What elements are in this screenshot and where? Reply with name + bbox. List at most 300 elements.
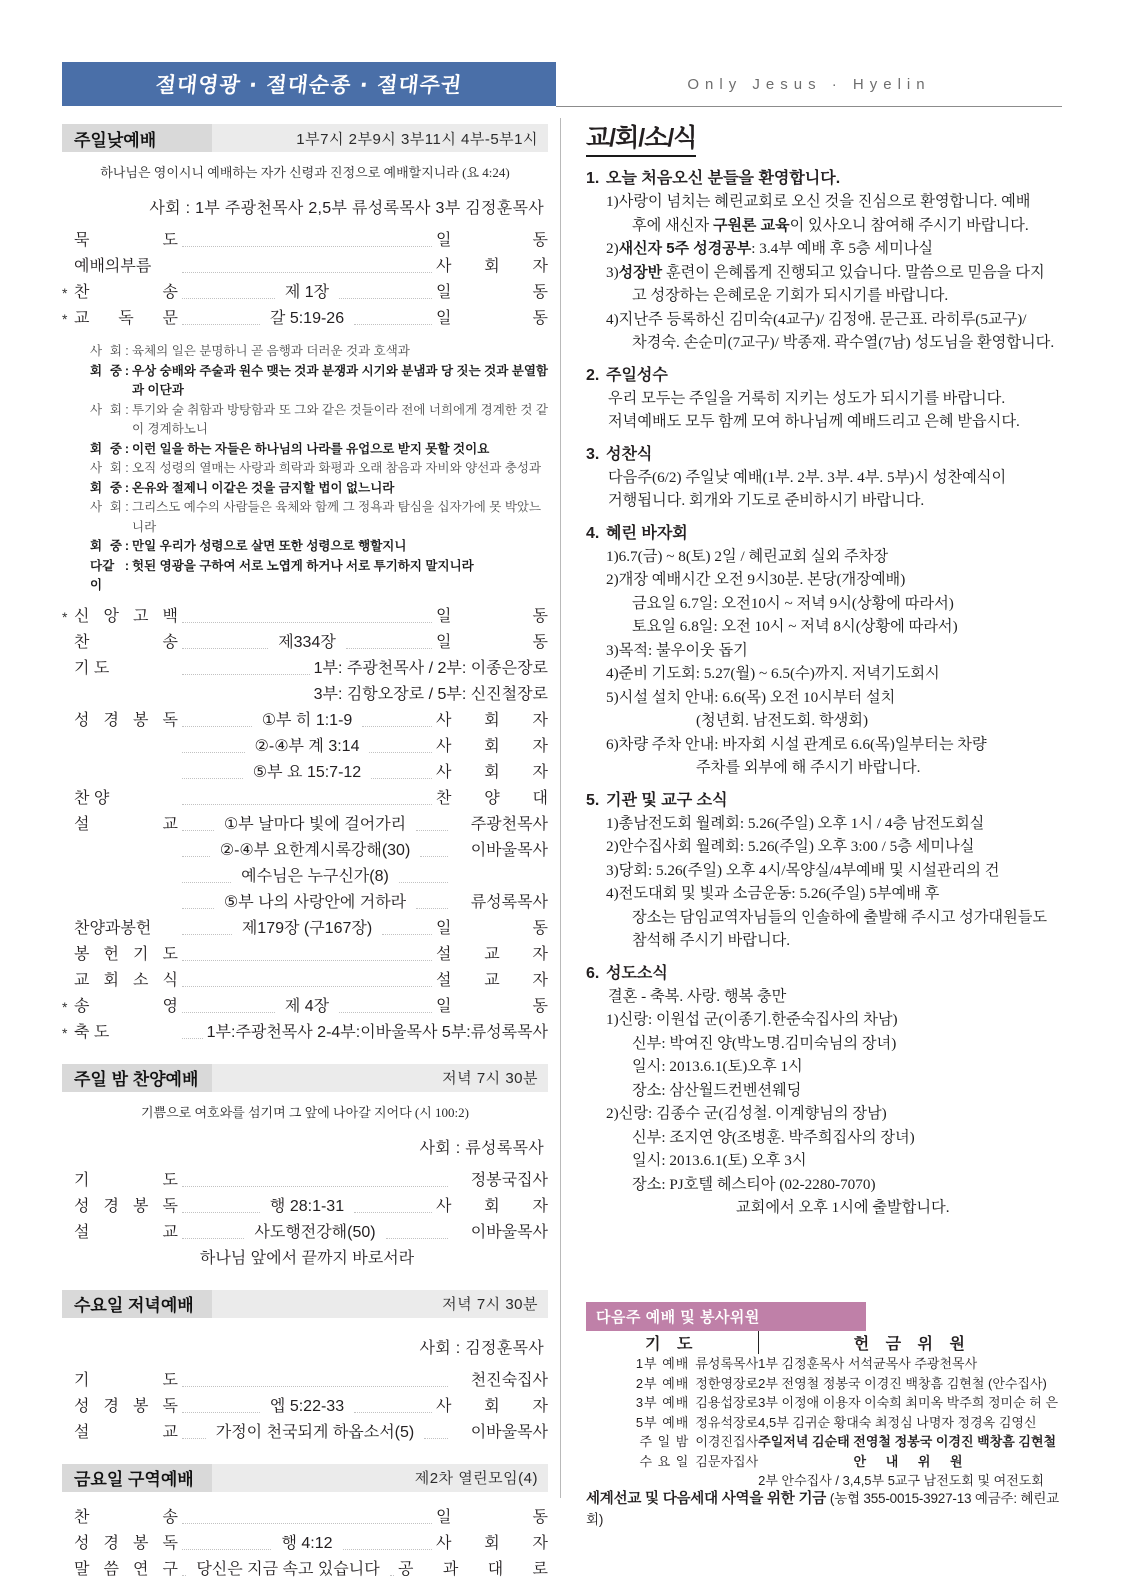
dot-leader: [182, 855, 210, 857]
label-part: 헌: [103, 945, 119, 963]
reading-colon: :: [125, 461, 129, 475]
prayer-duty-service: 수 요 일: [639, 1453, 690, 1469]
order-detail: 제 4장: [284, 997, 330, 1015]
sunday-day-order-row: [62, 916, 548, 942]
label-part: 성: [74, 1197, 90, 1215]
wednesday-order-row: [62, 1420, 548, 1446]
order-assignee: [436, 630, 548, 656]
news-line: 주차를 외부에 해 주시기 바랍니다.: [696, 759, 921, 776]
reading-text: 육체의 일은 분명하니 곧 음행과 더러운 것과 호색과: [132, 344, 410, 358]
news-heading: [586, 167, 1066, 190]
dot-leader: [182, 1522, 432, 1524]
news-line: [586, 733, 1066, 757]
news-line: 장소: PJ호텔 헤스티아 (02-2280-7070): [632, 1175, 876, 1193]
reading-speaker: 회 중: [90, 480, 122, 495]
sermon-title: ①부 날마다 빛에 걸어가리: [223, 815, 407, 833]
wednesday-order-list: [62, 1368, 548, 1446]
news-line-text: 안수집사회 월례회: 5.26(주일) 오후 3:00 / 5층 세미나실: [618, 838, 975, 855]
prayer-duty-person: 김용섭장로: [695, 1395, 759, 1410]
dot-leader: [424, 1437, 448, 1439]
label-part: 교: [74, 971, 90, 989]
label-part: 앙: [103, 607, 119, 625]
sunday-night-verse: 기쁨으로 여호와를 섬기며 그 앞에 나아갈 지어다 (시 100:2): [141, 1104, 469, 1120]
dot-leader: [182, 725, 252, 727]
news-line-marker: 1): [606, 814, 619, 832]
order-label: [74, 1368, 178, 1394]
reading-speaker: 회 중: [90, 363, 122, 378]
label-part: 송: [162, 1508, 178, 1526]
sunday-day-order-row: [62, 630, 548, 656]
sermon-row: [62, 864, 548, 890]
news-line-marker: 2): [606, 838, 619, 855]
news-item: [586, 364, 1066, 434]
scripture-label: [74, 708, 178, 734]
news-number: 4.: [586, 524, 600, 542]
order-label: [74, 1220, 178, 1246]
section-header-sunday-night: [62, 1064, 548, 1092]
label-part: 교: [74, 310, 90, 327]
dot-leader: [182, 621, 432, 623]
reading-colon: :: [125, 500, 129, 514]
order-assignee: 공 과 대 로: [398, 1560, 549, 1578]
news-list: [586, 167, 1066, 1220]
sunday-night-order-list: [62, 1168, 548, 1246]
label-part: 구: [162, 1560, 178, 1578]
news-line-text: 총남전도회 월례회: 5.26(주일) 오후 1시 / 4층 남전도회실: [618, 814, 985, 832]
dot-leader: [182, 1185, 448, 1187]
prayer-duty-row: [586, 1413, 758, 1433]
order-right-b: 동: [532, 997, 549, 1015]
order-detail: 사도행전강해(50): [254, 1223, 376, 1241]
news-line: [586, 190, 1066, 214]
label-part: 신: [74, 607, 90, 625]
label-part: 백: [162, 607, 178, 625]
news-line-text: 신랑: 이원섭 군(이종기.한준숙집사의 차남): [618, 1011, 898, 1028]
section-header-sunday-day: [62, 124, 548, 152]
prayer-duty-person: 김문자집사: [695, 1453, 759, 1469]
order-right-c: 자: [532, 971, 548, 989]
dot-leader: [182, 1037, 203, 1039]
news-line: [586, 1102, 1066, 1126]
news-heading-text: 성찬식: [606, 445, 653, 463]
reading-text: 그리스도 예수의 사람들은 육체와 함께 그 정욕과 탐심을 십자가에 못 박았느니라: [132, 500, 542, 534]
label-part: 설: [74, 1423, 90, 1441]
news-body: [586, 812, 1066, 953]
order-right-a: 설: [436, 971, 452, 989]
order-detail: 제179장 (구167장): [241, 919, 373, 937]
wednesday-presider: 사회 : 김정훈목사: [419, 1339, 544, 1357]
news-line-text: 준비 기도회: 5.27(월) ~ 6.5(수)까지. 저녁기도회시: [618, 665, 940, 682]
sermon-preacher: 이바울목사: [470, 841, 548, 859]
left-column: [62, 124, 548, 1583]
dot-leader: [182, 907, 214, 909]
order-label: [74, 1194, 178, 1220]
reading-text: 우상 숭배와 주술과 원수 맺는 것과 분쟁과 시기와 분냄과 당 짓는 것과 분열함과 이단과: [132, 363, 549, 397]
dot-leader: [182, 673, 310, 675]
news-line: 거행됩니다. 회개와 기도로 준비하시기 바랍니다.: [608, 492, 925, 509]
dot-leader: [371, 777, 432, 779]
duty-col-header-offering: 헌 금 위 원: [853, 1336, 971, 1353]
order-label: [74, 254, 178, 280]
news-body: [586, 466, 1066, 513]
news-item: [586, 522, 1066, 780]
order-detail: 제334장: [278, 633, 336, 651]
order-label: [74, 1531, 178, 1557]
responsive-reading-line: [62, 440, 548, 460]
news-title: 교/회/소/식: [586, 118, 696, 157]
order-assignee: 이바울목사: [470, 1423, 548, 1441]
dot-leader: [182, 959, 432, 961]
news-line: 우리 모두는 주일을 거룩히 지키는 성도가 되시기를 바랍니다.: [608, 389, 1006, 407]
order-right-b: 회: [484, 258, 500, 275]
news-line: 차경숙. 손순미(7교구)/ 박종재. 곽수열(7남) 성도님을 환영합니다.: [632, 334, 1055, 351]
scripture-reading-list: [62, 708, 548, 786]
benediction-star: *: [62, 1024, 68, 1041]
news-line-text: 시설 설치 안내: 6.6(목) 오전 10시부터 설치: [618, 688, 896, 706]
order-label: [74, 280, 178, 306]
news-line-text: 신랑: 김종수 군(김성철. 이계향님의 장남): [618, 1105, 887, 1122]
label-part: 독: [162, 711, 178, 729]
reading-text: 헛된 영광을 구하여 서로 노엽게 하거나 서로 투기하지 말지니라: [132, 558, 474, 573]
label-part: 찬: [74, 633, 90, 651]
news-line-text: 차량 주차 안내: 바자회 시설 관계로 6.6(목)일부터는 차량: [618, 735, 987, 753]
scripture-assignee: 사 회 자: [436, 737, 548, 755]
sunday-night-presider: 사회 : 류성록목사: [419, 1139, 544, 1157]
scripture-passage: ②-④부 계 3:14: [254, 737, 360, 755]
page-header: [62, 62, 1062, 108]
sunday-night-order-row: [62, 1220, 548, 1246]
news-line: 일시: 2013.6.1(토)오후 1시: [632, 1058, 803, 1075]
order-label: [74, 228, 178, 254]
praise-assignee-b: 양: [484, 789, 500, 807]
sermon-list: [62, 812, 548, 916]
news-item: [586, 443, 1066, 513]
scripture-row: [62, 708, 548, 734]
label-part: 성: [74, 711, 90, 729]
dot-leader: [354, 1411, 432, 1413]
reading-speaker: 사 회: [90, 402, 122, 417]
sunday-day-order-row: [62, 994, 548, 1020]
prayer-duty-row: [586, 1432, 758, 1452]
responsive-reading: [62, 342, 548, 596]
benediction-row: [62, 1020, 548, 1046]
news-line: (청년회. 남전도회. 학생회): [696, 712, 869, 729]
reading-text: 투기와 술 취함과 방탕함과 또 그와 같은 것들이라 전에 너희에게 경계한 것 같이 경계하노니: [132, 402, 549, 436]
label-part: 봉: [133, 711, 149, 729]
label-part: 경: [103, 711, 119, 729]
dot-leader: [182, 1211, 260, 1213]
church-motto: [556, 62, 1062, 107]
news-number: 5.: [586, 791, 600, 809]
prayer-duty-service: 5부 예배: [635, 1414, 690, 1430]
sermon-title: 예수님은 누구신가(8): [241, 867, 389, 885]
offering-duty-cell: [758, 1354, 1066, 1452]
footer-fund-account: (농협 355-0015-3927-13 예금주: 혜린교회): [586, 1491, 1060, 1527]
section-header-wednesday: [62, 1290, 548, 1318]
news-line-text: 지난주 등록하신 김미숙(4교구)/ 김정애. 문근표. 라히루(5교구)/: [618, 310, 1027, 328]
dot-leader: [346, 647, 432, 649]
friday-order-row: [62, 1557, 548, 1583]
prayer-row-2: [62, 682, 548, 708]
label-part: 묵: [74, 232, 90, 249]
dot-leader: [382, 933, 432, 935]
sunday-day-title: 주일낮예배: [62, 124, 212, 152]
prayer-assignee-2: 3부: 김항오장로 / 5부: 신진철장로: [313, 685, 548, 703]
dot-leader: [182, 1411, 260, 1413]
order-label: [74, 1557, 178, 1583]
prayer-label: 기 도: [74, 659, 110, 677]
responsive-reading-line: [62, 557, 548, 596]
label-part: 도: [162, 232, 178, 249]
label-part: 독: [162, 1197, 178, 1215]
order-right-a: 일: [436, 310, 452, 327]
order-assignee: 사 회 자: [436, 1534, 549, 1552]
order-assignee: [436, 604, 548, 630]
order-label: [74, 942, 178, 968]
dot-leader: [182, 1437, 206, 1439]
sunday-day-order-list: [62, 228, 548, 332]
friday-title: 금요일 구역예배: [62, 1464, 212, 1492]
news-heading-text: 주일성수: [606, 366, 668, 384]
prayer-duty-row: [586, 1452, 758, 1472]
reading-colon: :: [125, 344, 129, 358]
order-detail: 제 1장: [284, 284, 330, 301]
reading-colon: :: [124, 539, 130, 553]
dot-leader: [420, 855, 448, 857]
order-right-b: 교: [484, 971, 500, 989]
news-line-text: 6.7(금) ~ 8(토) 2일 / 혜린교회 실외 주차장: [618, 547, 889, 565]
label-part: 경: [103, 1197, 119, 1215]
news-line: [586, 1008, 1066, 1032]
news-heading-text: 성도소식: [606, 964, 668, 982]
prayer-row: [62, 656, 548, 682]
order-assignee: [436, 916, 548, 942]
news-number: 6.: [586, 964, 600, 982]
responsive-reading-line: [62, 537, 548, 557]
praise-assignee-a: 찬: [436, 789, 452, 807]
order-right-b: 교: [484, 945, 500, 963]
news-line-marker: 2): [606, 240, 619, 257]
order-right-a: 일: [436, 232, 452, 249]
order-assignee: 사 회 자: [436, 1397, 549, 1415]
label-part: 송: [162, 633, 178, 651]
news-line: 장소: 삼산월드컨벤션웨딩: [632, 1081, 802, 1099]
wednesday-order-row: [62, 1394, 548, 1420]
order-star: *: [62, 998, 68, 1015]
label-part: 소: [133, 971, 149, 989]
scripture-assignee: 사 회 자: [436, 763, 549, 781]
news-line-marker: 6): [606, 735, 619, 753]
news-line-marker: 4): [606, 665, 619, 682]
prayer-duty-person: 정한영장로: [695, 1375, 759, 1391]
news-body: [586, 985, 1066, 1220]
sunday-day-presider: 사회 : 1부 주광천목사 2,5부 류성록목사 3부 김정훈목사: [149, 200, 544, 217]
news-heading-text: 기관 및 교구 소식: [606, 791, 728, 809]
order-label: [74, 1505, 178, 1531]
label-part: 기: [133, 945, 149, 963]
sunday-day-order-row: [62, 968, 548, 994]
responsive-reading-line: [62, 342, 548, 362]
footer-fund-note: [586, 1487, 1068, 1528]
news-line: [586, 859, 1066, 883]
news-line: 신부: 박여진 양(박노명.김미숙님의 장녀): [632, 1034, 897, 1052]
news-number: 3.: [586, 445, 600, 463]
scripture-row: [62, 760, 548, 786]
church-motto-text: Only Jesus · Hyelin: [687, 75, 931, 93]
news-line-text: 당회: 5.26(주일) 오후 4시/목양실/4부예배 및 시설관리의 건: [618, 861, 1000, 879]
dot-leader: [182, 1574, 186, 1576]
sunday-night-sermon-subtitle-row: [62, 1246, 548, 1272]
reading-speaker: 사 회: [90, 500, 122, 514]
prayer-duty-service: 1부 예배: [635, 1356, 690, 1371]
praise-label: 찬 양: [74, 789, 110, 807]
news-line-marker: 3): [606, 641, 619, 659]
dot-leader: [354, 323, 432, 325]
dot-leader: [339, 1011, 432, 1013]
news-line-text: 새신자 5주 성경공부: 3.4부 예배 후 5층 세미나실: [618, 240, 934, 257]
label-part: 독: [162, 1397, 178, 1415]
news-line: [586, 237, 1066, 261]
benediction-assignee: 1부:주광천목사 2-4부:이바울목사 5부:류성록목사: [206, 1023, 548, 1041]
news-body: [586, 190, 1066, 355]
prayer-assignee-1: 1부: 주광천목사 / 2부: 이종은장로: [313, 659, 548, 677]
label-part: 도: [162, 945, 178, 963]
news-line: [586, 545, 1066, 569]
order-assignee: 이바울목사: [470, 1223, 549, 1241]
dot-leader: [182, 751, 245, 753]
sunday-day-order-row: [62, 228, 548, 254]
news-line-marker: 1): [606, 1011, 619, 1028]
news-line-marker: 2): [606, 1105, 619, 1122]
prayer-duty-service: 2부 예배: [635, 1375, 690, 1391]
right-column: [586, 118, 1066, 1229]
prayer-duty-service: 주 일 밤: [639, 1434, 690, 1449]
label-part: 봉: [133, 1197, 149, 1215]
sunday-day-order-list-2: [62, 604, 548, 656]
dot-leader: [354, 1211, 432, 1213]
order-detail: 행 4:12: [281, 1534, 333, 1552]
news-heading: [586, 962, 1066, 985]
label-part: 송: [74, 997, 90, 1015]
news-line-marker: 4): [606, 885, 619, 902]
news-line-text: 목적: 불우이웃 돕기: [618, 641, 748, 659]
sermon-preacher: 주광천목사: [470, 815, 548, 833]
news-line: [586, 812, 1066, 836]
news-line-marker: 2): [606, 571, 619, 588]
footer-fund-main: 세계선교 및 다음세대 사역을 위한 기금: [586, 1491, 827, 1507]
label-part: 설: [74, 1223, 90, 1241]
responsive-reading-line: [62, 401, 548, 440]
label-part: 독: [118, 310, 134, 327]
reading-speaker: 회 중: [90, 539, 122, 553]
news-line-marker: 5): [606, 688, 619, 706]
label-part: 교: [162, 1223, 178, 1241]
reading-speaker: 다같이: [90, 558, 115, 592]
label-part: 독: [162, 1534, 178, 1552]
offering-duty-row: 4,5부 김귀순 황대숙 최정심 나명자 정경옥 김영신: [758, 1414, 1037, 1430]
duty-table: [586, 1331, 1066, 1491]
news-heading: [586, 364, 1066, 387]
sermon-label: [74, 812, 178, 838]
news-line: 다음주(6/2) 주일낮 예배(1부. 2부. 3부. 4부. 5부)시 성찬예식이: [608, 468, 1007, 486]
label-part: 경: [103, 1534, 119, 1552]
responsive-reading-line: [62, 479, 548, 499]
news-number: 1.: [586, 170, 600, 187]
friday-order-row: [62, 1505, 548, 1531]
sunday-night-time: 저녁 7시 30분: [442, 1070, 538, 1087]
guide-duty-header: 안 내 위 원: [853, 1453, 971, 1469]
sermon-row: [62, 812, 548, 838]
order-assignee: [436, 942, 548, 968]
reading-colon: :: [124, 480, 130, 495]
label-part: 영: [162, 997, 178, 1015]
order-label: [74, 994, 178, 1020]
offering-duty-row: 3부 이정애 이용자 이숙희 최미옥 박주희 정미순 허 은: [758, 1395, 1058, 1410]
dot-leader: [182, 777, 243, 779]
friday-order-row: [62, 1531, 548, 1557]
sermon-title: ⑤부 나의 사랑안에 거하라: [223, 893, 407, 911]
offering-duty-row: 주일저녁 김순태 전영철 정봉국 이경진 백창흠 김현철: [758, 1434, 1057, 1449]
label-part: 회: [103, 971, 119, 989]
order-assignee: [436, 254, 548, 280]
news-line: 고 성장하는 은혜로운 기회가 되시기를 바랍니다.: [632, 287, 949, 304]
wednesday-time: 저녁 7시 30분: [442, 1296, 538, 1313]
label-part: 교: [162, 1423, 178, 1441]
order-label: [74, 306, 178, 332]
duty-table-body-row: [586, 1354, 1066, 1452]
dot-leader: [182, 829, 214, 831]
news-line: 신부: 조지연 양(조병훈. 박주희집사의 장녀): [632, 1128, 915, 1146]
duty-table-wrapper: [586, 1302, 1066, 1491]
label-part: 교: [162, 815, 178, 833]
news-line: [586, 308, 1066, 332]
praise-assignee: [436, 786, 548, 812]
label-part: 도: [162, 1371, 178, 1389]
label-part: 연: [133, 1560, 149, 1578]
column-divider: [560, 118, 561, 1498]
order-right-a: 일: [436, 633, 452, 651]
reading-text: 오직 성령의 열매는 사랑과 희락과 화평과 오래 참음과 자비와 양선과 충성과: [132, 461, 542, 475]
wednesday-title: 수요일 저녁예배: [62, 1290, 212, 1318]
order-right-a: 일: [436, 997, 452, 1015]
sunday-day-order-list-3: [62, 916, 548, 1020]
news-body: [586, 387, 1066, 434]
order-right-c: 자: [532, 945, 548, 963]
news-item: [586, 167, 1066, 355]
order-assignee: 사 회 자: [436, 1197, 549, 1215]
slogan-text: 절대영광 · 절대순종 · 절대주권: [154, 73, 464, 97]
reading-text: 만일 우리가 성령으로 살면 또한 성령으로 행할지니: [132, 539, 407, 553]
prayer-duty-row: [586, 1354, 758, 1374]
order-assignee: 일 동: [436, 1508, 548, 1526]
order-right-b: 동: [532, 284, 549, 301]
sunday-day-order-row: [62, 942, 548, 968]
prayer-duty-person: 정유석장로: [695, 1414, 759, 1430]
dot-leader: [390, 1574, 394, 1576]
news-heading: [586, 522, 1066, 545]
label-part: 문: [162, 310, 178, 327]
news-line-text: 사랑이 넘치는 혜린교회로 오신 것을 진심으로 환영합니다. 예배: [618, 193, 1031, 210]
reading-colon: :: [124, 363, 130, 378]
news-line: 참석해 주시기 바랍니다.: [632, 932, 791, 949]
dot-leader: [182, 985, 432, 987]
sunday-night-sermon-subtitle: 하나님 앞에서 끝까지 바로서라: [199, 1249, 415, 1267]
label-part: 고: [133, 607, 149, 625]
dot-leader: [362, 725, 432, 727]
slogan-banner: [62, 62, 556, 106]
dot-leader: [182, 1385, 448, 1387]
dot-leader: [182, 297, 275, 299]
